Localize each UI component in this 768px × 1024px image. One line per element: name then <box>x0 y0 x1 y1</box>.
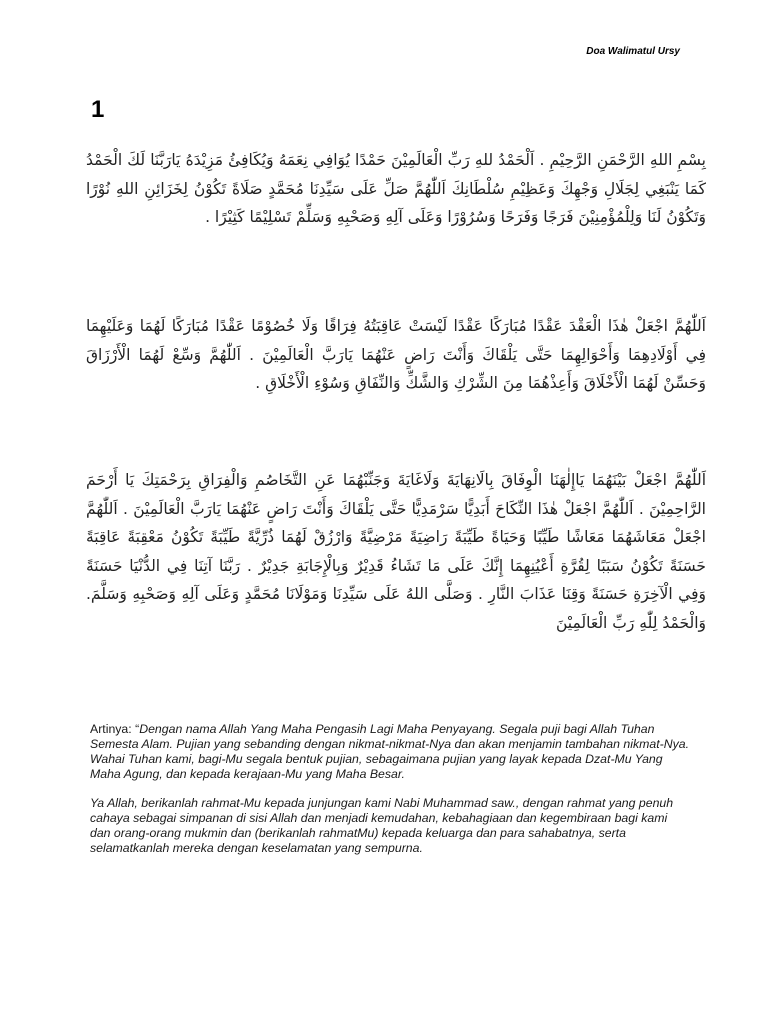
translation-text-1: Dengan nama Allah Yang Maha Pengasih Lagi Maha Penyayang. Segala puji bagi Allah Tuhan Semesta Alam. Pujian yang sebanding dengan nikmat-nikmat-Nya dan akan menjamin tambahan nikmat-Nya. Wahai Tuhan kami, bagi-Mu segala bentuk pujian, sebagaimana pujian yang layak kepada Dzat-Mu Yang Maha Agung, dan kepada kerajaan-Mu yang Maha Besar. <box>90 722 689 781</box>
document-header-title: Doa Walimatul Ursy <box>586 46 680 57</box>
translation-label: Artinya: “ <box>90 722 140 736</box>
translation-text-2: Ya Allah, berikanlah rahmat-Mu kepada junjungan kami Nabi Muhammad saw., dengan rahmat yang penuh cahaya sebagai simpanan di sisi Allah dan menjadi kemudahan, kebahagiaan dan kegembiraan bagi kami dan orang-orang mukmin dan (berikanlah rahmatMu) kepada keluarga dan para sahabatnya, serta selamatkanlah mereka dengan keselamatan yang sempurna. <box>90 796 674 855</box>
page-number: 1 <box>91 96 105 123</box>
translation-paragraph-2 <box>90 796 690 856</box>
arabic-prayer-paragraph-3: اَللّٰهُمَّ اجْعَلْ بَيْنَهُمَا يَاإِلٰهَنَا الْوِفَاقَ بِالَانِهَايَةَ وَلَاغَايَةَ وَجَنِّبْهُمَا عَنِ التَّخَاصُمِ وَالْفِرَاقِ بِرَحْمَتِكَ يَا أَرْحَمَ الرَّاحِمِيْنَ . اَللّٰهُمَّ اجْعَلْ هٰذَا النِّكَاحَ أَبَدِيًّا سَرْمَدِيًّا حَتَّى يَلْقَاكَ وَأَنْتَ رَاضٍ عَنْهُمَا يَارَبَّ الْعَالَمِيْنَ . اَللّٰهُمَّ اجْعَلْ مَعَاشَهُمَا مَعَاشًا طَيِّبًا وَحَيَاةً طَيِّبَةً رَاضِيَةً مَرْضِيَّةً وَارْزُقْ لَهُمَا ذُرِّيَّةً طَيِّبَةً تَكُوْنُ مَعْقِبَةً عَاقِبَةً حَسَنَةً تَكُوْنُ سَبَبًا لِقُرَّةِ أَعْيُنِهِمَا إِنَّكَ عَلَى مَا تَشَاءُ قَدِيْرٌ وَبِالْإِجَابَةِ جَدِيْرٌ . رَبَّنَا آتِنَا فِي الدُّنْيَا حَسَنَةً وَفِي الْآخِرَةِ حَسَنَةً وَقِنَا عَذَابَ النَّارِ . وَصَلَّى اللهُ عَلَى سَيِّدِنَا وَمَوْلَانَا مُحَمَّدٍ وَعَلَى آلِهِ وَصَحْبِهِ وَسَلَّمَ. وَالْحَمْدُ لِلّٰهِ رَبِّ الْعَالَمِيْنَ <box>86 471 706 632</box>
arabic-prayer-paragraph-2: اَللّٰهُمَّ اجْعَلْ هٰذَا الْعَقْدَ عَقْدًا مُبَارَكًا عَقْدًا لَيْسَتْ عَاقِبَتُهُ فِرَاقًا وَلَا خُصُوْمًا عَقْدًا مُبَارَكًا لَهُمَا وَعَلَيْهِمَا فِي أَوْلَادِهِمَا وَأَحْوَالِهِمَا حَتَّى يَلْقَاكَ وَأَنْتَ رَاضٍ عَنْهُمَا يَارَبَّ الْعَالَمِيْنَ . اَللّٰهُمَّ وَسِّعْ لَهُمَا الْأَرْزَاقَ وَحَسِّنْ لَهُمَا الْأَخْلَاقَ وَأَعِذْهُمَا مِنَ الشِّرْكِ وَالشَّكِّ وَالنِّفَاقِ وَسُوْءِ الْأَخْلَاقِ . <box>86 317 706 392</box>
translation-paragraph-1 <box>90 722 690 782</box>
translation-section <box>90 722 690 870</box>
arabic-prayer-paragraph-1: بِسْمِ اللهِ الرَّحْمَنِ الرَّحِيْمِ . اَلْحَمْدُ للهِ رَبِّ الْعَالَمِيْنَ حَمْدًا يُوَافِي نِعَمَهُ وَيُكَافِئُ مَزِيْدَهُ يَارَبَّنَا لَكَ الْحَمْدُ كَمَا يَنْبَغِي لِجَلَالِ وَجْهِكَ وَعَظِيْمِ سُلْطَانِكَ اَللّٰهُمَّ صَلِّ عَلَى سَيِّدِنَا مُحَمَّدٍ صَلَاةً تَكُوْنُ لِخَزَائِنِ اللهِ نُوْرًا وَتَكُوْنُ لَنَا وَلِلْمُؤْمِنِيْنَ فَرَجًا وَفَرَحًا وَسُرُوْرًا وَعَلَى آلِهِ وَصَحْبِهِ وَسَلِّمْ تَسْلِيْمًا كَثِيْرًا . <box>86 151 706 226</box>
